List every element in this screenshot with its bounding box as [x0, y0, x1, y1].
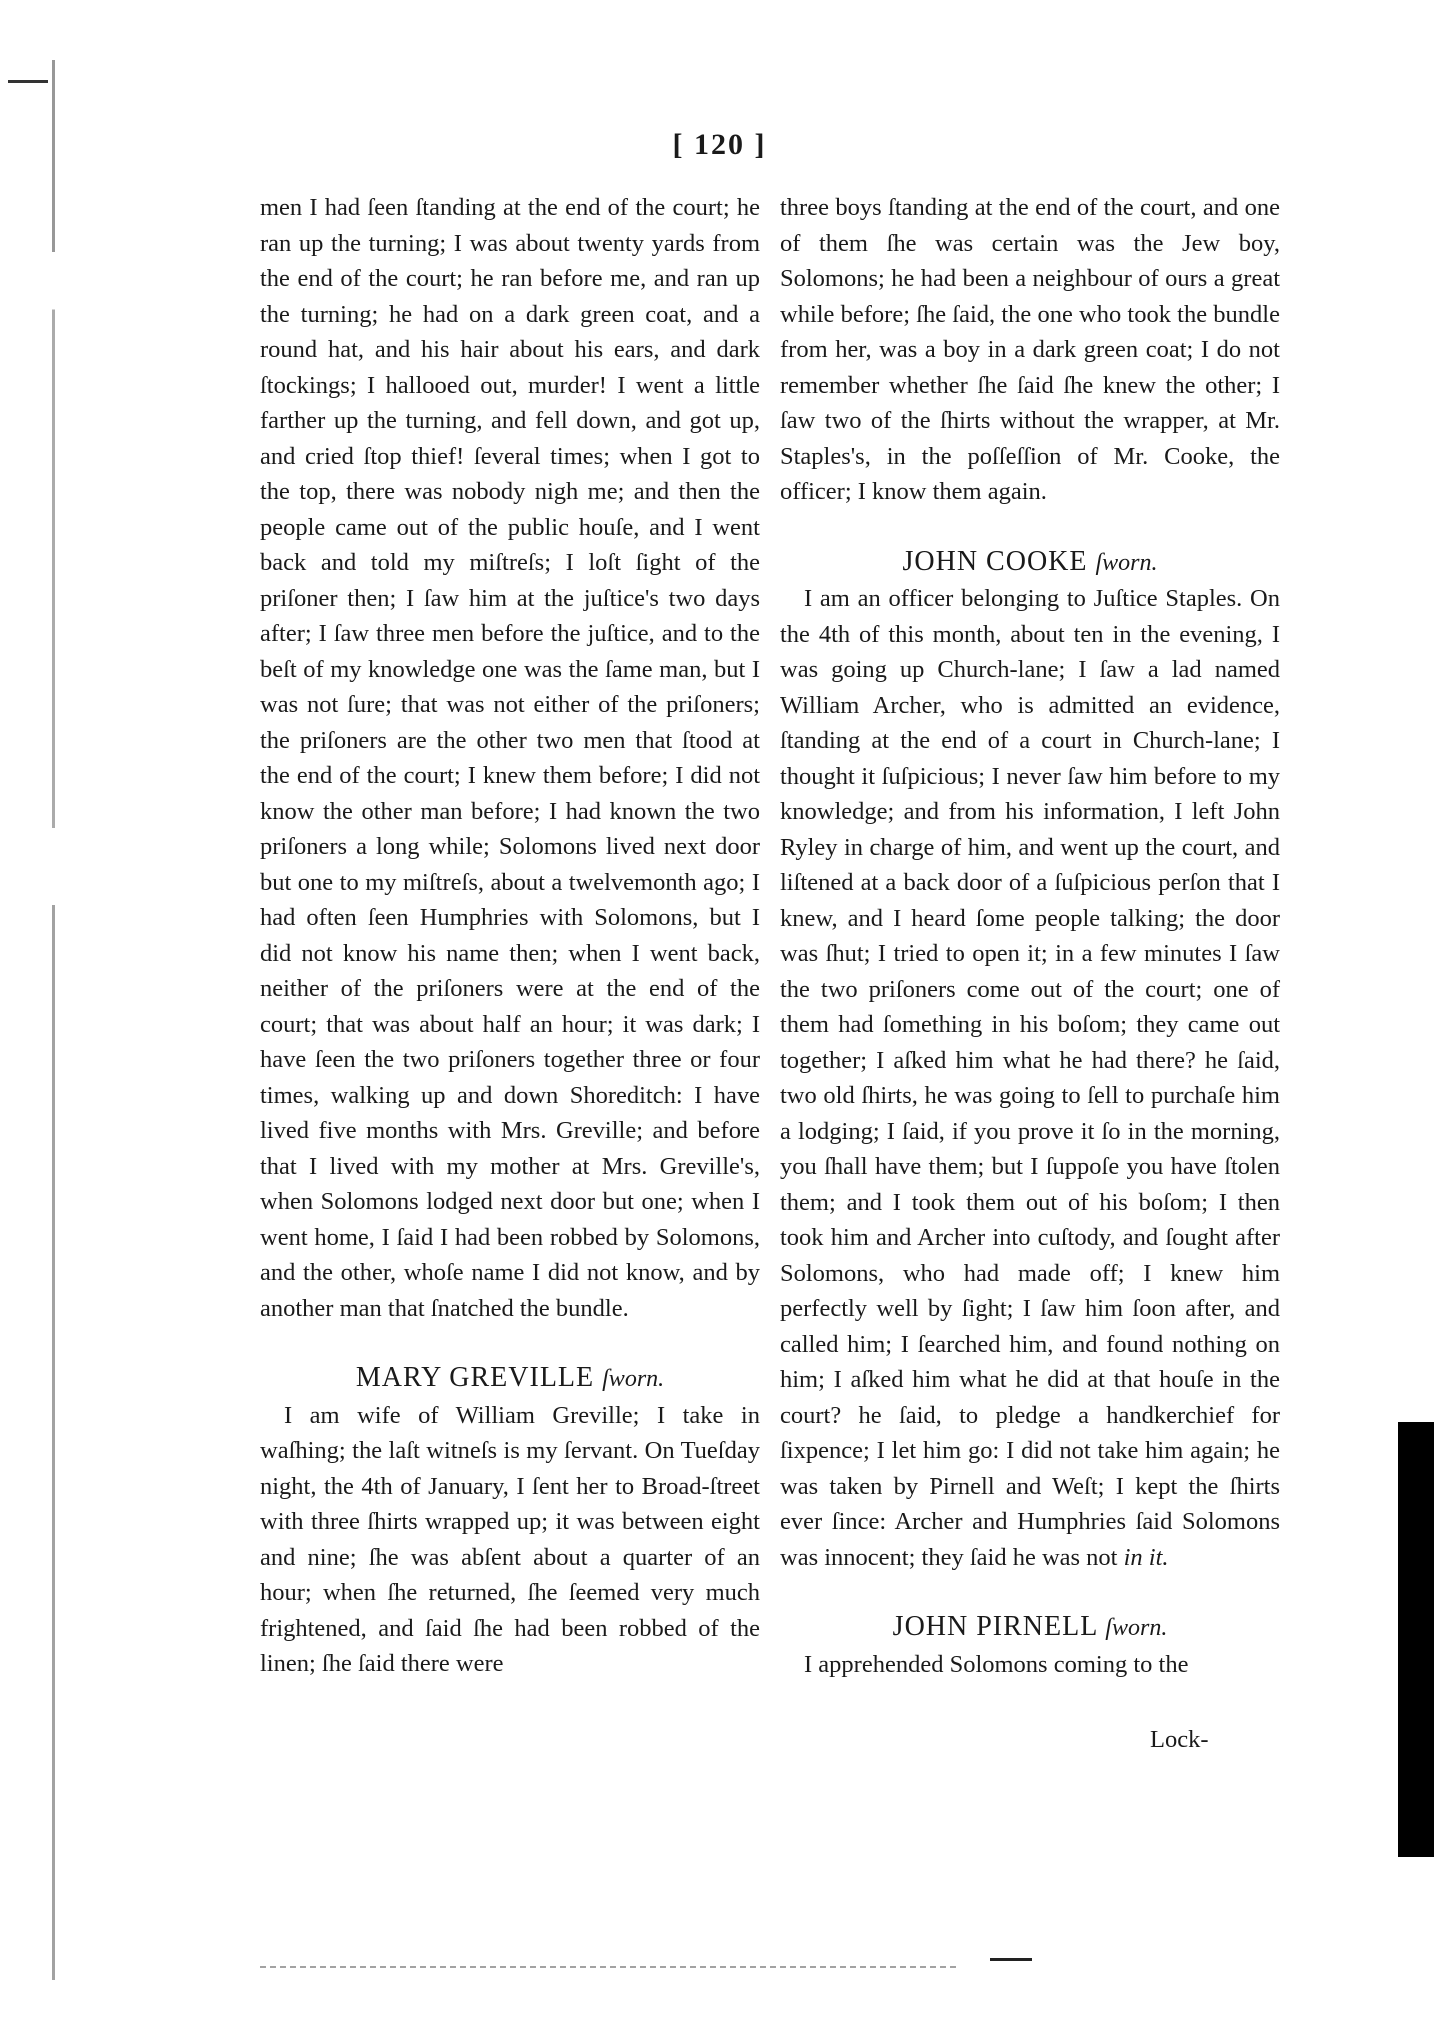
testimony-paragraph: [780, 581, 1280, 1575]
page-number: [ 120 ]: [672, 128, 767, 161]
left-margin-rule: [52, 60, 55, 1980]
sworn-label: ſworn.: [602, 1366, 665, 1392]
left-column: [260, 190, 760, 1682]
testimony-paragraph: I am wife of William Greville; I take in waſhing; the laſt witneſs is my ſervant. On Tueſday night, the 4th of January, I ſent her to Broad-ſtreet with three ſhirts wrapped up; it was between eight and nine; ſhe was abſent about a quarter of an hour; when ſhe returned, ſhe ſeemed very much frightened, and ſaid ſhe had been robbed of the linen; ſhe ſaid there were: [260, 1401, 760, 1677]
witness-heading: [780, 1609, 1280, 1647]
witness-name: JOHN COOKE: [902, 545, 1088, 577]
witness-heading: [260, 1360, 760, 1398]
sworn-label: ſworn.: [1105, 1615, 1168, 1641]
left-margin-mark: [8, 80, 48, 83]
sworn-label: ſworn.: [1095, 549, 1158, 576]
testimony-text: I am an officer belonging to Juſtice Staples. On the 4th of this month, about ten in the evening, I was going up Church-lane; I ſaw a lad named William Archer, who is admitted an evidence, ſtanding at the end of a court in Church-lane; I thought it ſuſpicious; I never ſaw him before to my knowledge; and from his information, I left John Ryley in charge of him, and went up the court, and liſtened at a back door of a ſuſpicious perſon that I knew, and I heard ſome people talking; the door was ſhut; I tried to open it; in a few minutes I ſaw the two priſoners come out of the court; one of them had ſomething in his boſom; they came out together; I aſked him what he had there? he ſaid, two old ſhirts, he was going to ſell to purchaſe him a lodging; I ſaid, if you prove it ſo in the morning, you ſhall have them; but I ſuppoſe you have ſtolen them; and I took them out of his boſom; I then took him and Archer into cuſtody, and ſought after Solomons, who had made off; I knew him perfectly well by ſight; I ſaw him ſoon after, and called him; I ſearched him, and found nothing on him; I aſked him what he did at that houſe in the court? he ſaid, to pledge a handkerchief for ſixpence; I let him go: I did not take him again; he was taken by Pirnell and Weſt; I kept the ſhirts ever ſince: Archer and Humphries ſaid Solomons was innocent; they ſaid he was not: [780, 585, 1280, 1571]
catchword: Lock-: [1150, 1726, 1209, 1753]
witness-name: JOHN PIRNELL: [892, 1611, 1098, 1642]
testimony-paragraph: men I had ſeen ſtanding at the end of the court; he ran up the turning; I was about twenty yards from the end of the court; he ran before me, and ran up the turning; he had on a dark green coat, and a round hat, and his hair about his ears, and dark ſtockings; I hallooed out, murder! I went a little farther up the turning, and fell down, and got up, and cried ſtop thief! ſeveral times; when I got to the top, there was nobody nigh me; and then the people came out of the public houſe, and I went back and told my miſtreſs; I loſt ſight of the priſoner then; I ſaw him at the juſtice's two days after; I ſaw three men before the juſtice, and to the beſt of my knowledge one was the ſame man, but I was not ſure; that was not either of the priſoners; the priſoners are the other two men that ſtood at the end of the court; I knew them before; I did not know the other man before; I had known the two priſoners a long while; Solomons lived next door but one to my miſtreſs, about a twelvemonth ago; I had often ſeen Humphries with Solomons, but I did not know his name then; when I went back, neither of the priſoners were at the end of the court; that was about half an hour; it was dark; I have ſeen the two priſoners together three or four times, walking up and down Shoreditch: I have lived five months with Mrs. Greville; and before that I lived with my mother at Mrs. Greville's, when Solomons lodged next door but one; when I went home, I ſaid I had been robbed by Solomons, and the other, whoſe name I did not know, and by another man that ſnatched the bundle.: [260, 194, 760, 1322]
witness-name: MARY GREVILLE: [355, 1362, 595, 1393]
testimony-paragraph: three boys ſtanding at the end of the court, and one of them ſhe was certain was the Jew boy, Solomons; he had been a neighbour of ours a great while before; ſhe ſaid, the one who took the bundle from her, was a boy in a dark green coat; I do not remember whether ſhe ſaid ſhe knew the other; I ſaw two of the ſhirts without the wrapper, at Mr. Staples's, in the poſſeſſion of Mr. Cooke, the officer; I know them again.: [780, 194, 1280, 505]
bottom-dash-mark: [990, 1958, 1032, 1961]
bottom-dotted-line: [260, 1966, 960, 1968]
scan-edge-bar: [1398, 1422, 1434, 1857]
emphasis-text: in it.: [1123, 1543, 1169, 1571]
testimony-paragraph: I apprehended Solomons coming to the: [804, 1650, 1189, 1678]
right-column: [780, 190, 1280, 1682]
witness-heading: [780, 544, 1280, 582]
